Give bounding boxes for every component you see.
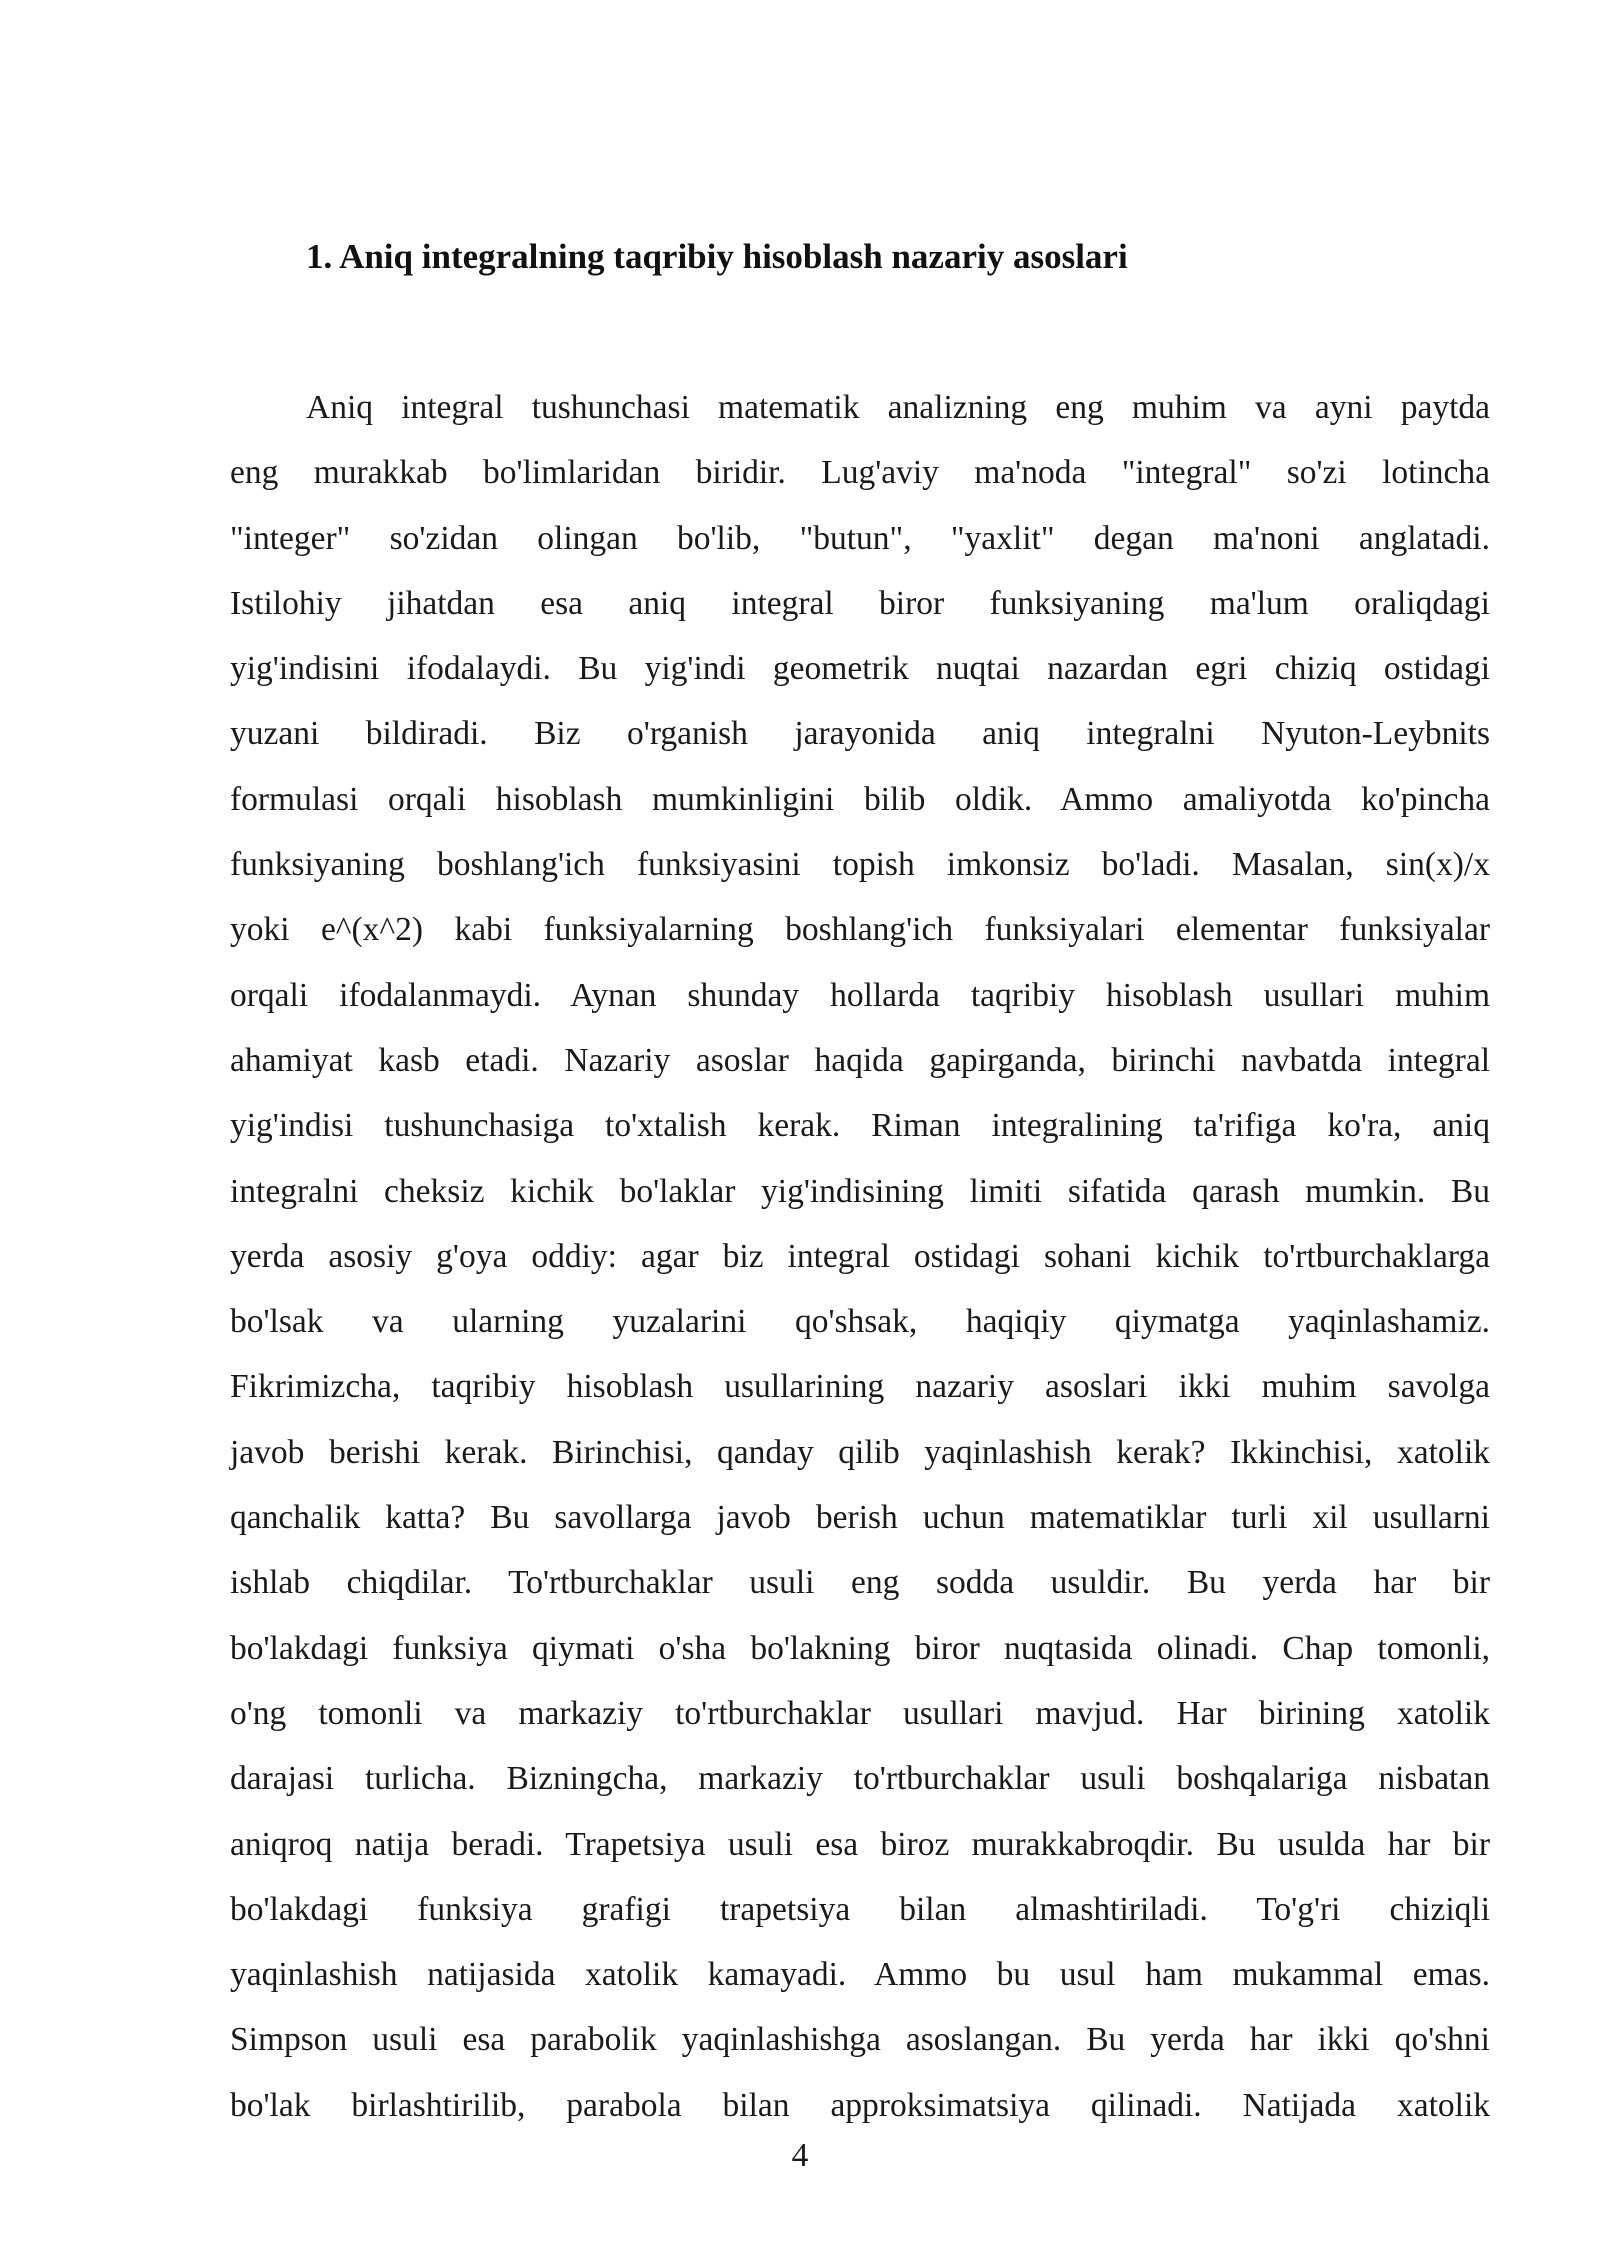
- body-paragraph: [230, 375, 1490, 2138]
- paragraph-line: aniqroq natija beradi. Trapetsiya usuli esa biroz murakkabroqdir. Bu usulda har bir: [230, 1825, 1490, 1863]
- paragraph-line: ishlab chiqdilar. To'rtburchaklar usuli eng sodda usuldir. Bu yerda har bir: [230, 1564, 1490, 1602]
- paragraph-line: darajasi turlicha. Bizningcha, markaziy to'rtburchaklar usuli boshqalariga nisbatan: [230, 1760, 1490, 1798]
- paragraph-line: Istilohiy jihatdan esa aniq integral biror funksiyaning ma'lum oraliqdagi: [230, 584, 1490, 622]
- paragraph-line: bo'lak birlashtirilib, parabola bilan approksimatsiya qilinadi. Natijada xatolik: [230, 2086, 1490, 2124]
- section-heading: 1. Aniq integralning taqribiy hisoblash nazariy asoslari: [306, 237, 1128, 276]
- paragraph-line: yig'indisini ifodalaydi. Bu yig'indi geometrik nuqtai nazardan egri chiziq ostidagi: [230, 650, 1490, 688]
- paragraph-line: eng murakkab bo'limlaridan biridir. Lug'aviy ma'noda "integral" so'zi lotincha: [230, 454, 1490, 492]
- paragraph-line: yaqinlashish natijasida xatolik kamayadi. Ammo bu usul ham mukammal emas.: [230, 1956, 1490, 1994]
- paragraph-line: Fikrimizcha, taqribiy hisoblash usullarining nazariy asoslari ikki muhim savolga: [230, 1368, 1490, 1406]
- paragraph-line: formulasi orqali hisoblash mumkinligini bilib oldik. Ammo amaliyotda ko'pincha: [230, 780, 1490, 818]
- paragraph-line: yerda asosiy g'oya oddiy: agar biz integral ostidagi sohani kichik to'rtburchaklarga: [230, 1237, 1490, 1275]
- paragraph-line: yuzani bildiradi. Biz o'rganish jarayonida aniq integralni Nyuton-Leybnits: [230, 715, 1490, 753]
- paragraph-line: funksiyaning boshlang'ich funksiyasini topish imkonsiz bo'ladi. Masalan, sin(x)/x: [230, 846, 1490, 884]
- paragraph-line: o'ng tomonli va markaziy to'rtburchaklar usullari mavjud. Har birining xatolik: [230, 1694, 1490, 1732]
- paragraph-line: yoki e^(x^2) kabi funksiyalarning boshlang'ich funksiyalari elementar funksiyalar: [230, 911, 1490, 949]
- paragraph-line: bo'lakdagi funksiya grafigi trapetsiya bilan almashtiriladi. To'g'ri chiziqli: [230, 1890, 1490, 1928]
- paragraph-line: bo'lsak va ularning yuzalarini qo'shsak, haqiqiy qiymatga yaqinlashamiz.: [230, 1303, 1490, 1341]
- page-number: 4: [791, 2137, 809, 2174]
- paragraph-line: integralni cheksiz kichik bo'laklar yig'indisining limiti sifatida qarash mumkin. Bu: [230, 1172, 1490, 1210]
- paragraph-line: yig'indisi tushunchasiga to'xtalish kerak. Riman integralining ta'rifiga ko'ra, aniq: [230, 1107, 1490, 1145]
- paragraph-line: ahamiyat kasb etadi. Nazariy asoslar haqida gapirganda, birinchi navbatda integral: [230, 1041, 1490, 1079]
- paragraph-line: Simpson usuli esa parabolik yaqinlashishga asoslangan. Bu yerda har ikki qo'shni: [230, 2021, 1490, 2059]
- paragraph-line: qanchalik katta? Bu savollarga javob berish uchun matematiklar turli xil usullarni: [230, 1499, 1490, 1537]
- paragraph-line: orqali ifodalanmaydi. Aynan shunday hollarda taqribiy hisoblash usullari muhim: [230, 976, 1490, 1014]
- paragraph-line: javob berishi kerak. Birinchisi, qanday qilib yaqinlashish kerak? Ikkinchisi, xatolik: [230, 1433, 1490, 1471]
- paragraph-line: Aniq integral tushunchasi matematik analizning eng muhim va ayni paytda: [306, 389, 1490, 426]
- paragraph-line: bo'lakdagi funksiya qiymati o'sha bo'lakning biror nuqtasida olinadi. Chap tomonli,: [230, 1629, 1490, 1667]
- paragraph-line: "integer" so'zidan olingan bo'lib, "butun", "yaxlit" degan ma'noni anglatadi.: [230, 519, 1490, 557]
